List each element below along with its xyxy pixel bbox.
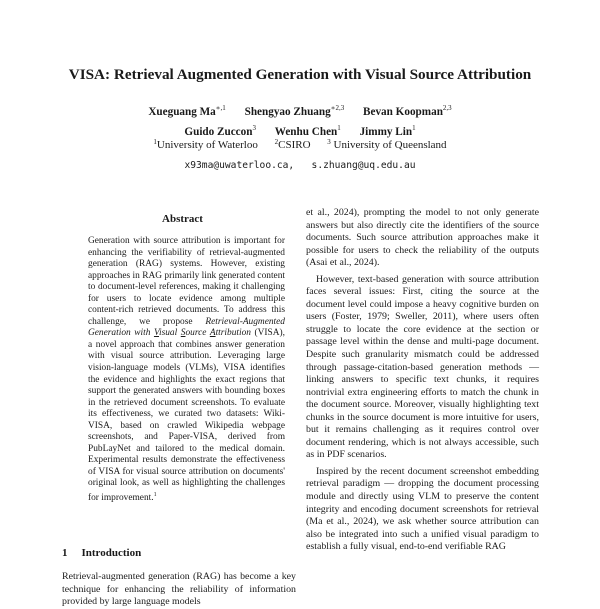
body-paragraph: However, text-based generation with source attribution faces several issues: First, citing the source at the document level could impose a heavy cognitive burden on users (Foster, 1979; Sweller, 2011), where users often struggle to locate the core evidence at the section or passage level within the dense and multi-page document. Despite such granularity mismatch could be addressed through passage-citation-based generation methods — linking answers to specific text chunks, it requires nontrivial extra engineering efforts to match the chunk in the document source. Moreover, visually highlighting text chunks in the source document is more intuitive for users, but it remains challenging as it requires control over document rendering, which is not always accessible, such as in PDF scenarios. <box>306 273 539 461</box>
section-number: 1 <box>62 547 68 559</box>
author: Jimmy Lin$^1$ <box>359 124 416 138</box>
method-name: Retrieval-Augmented Generation with Visual Source Attribution <box>88 316 285 339</box>
author: Xueguang $Ma^{∗,1}$ <box>148 104 226 118</box>
body-paragraph: Retrieval-augmented generation (RAG) has become a key technique for enhancing the reliability of information provided by large language models <box>62 571 296 608</box>
affiliation: $^1$University of Waterloo <box>153 138 258 151</box>
abstract-paragraph: Generation with source attribution is important for enhancing the verifiability of retrieval-augmented generation (RAG) systems. However, existing approaches in RAG primarily link generated content to document-level references, making it challenging for users to locate evidence among multiple content-rich retrieved documents. To address this challenge, we propose Retrieval-Augmented Generation with Visual Source Attribution (VISA), a novel approach that combines answer generation with visual source attribution. Leveraging large vision-language models (VLMs), VISA identifies the evidence and highlights the exact regions that support the generated answers with bounding boxes in the retrieved document screenshots. To evaluate its effectiveness, we curated two datasets: Wiki-VISA, based on crawled Wikipedia webpage screenshots, and Paper-VISA, derived from PubLayNet and tailored to the medical domain. Experimental results demonstrate the effectiveness of VISA for visual source attribution on documents' original look, as well as highlighting the challenges for improvement.$^1$ <box>88 236 285 504</box>
abstract-body <box>88 236 285 505</box>
section-heading-introduction <box>62 547 141 559</box>
author-list <box>0 100 600 140</box>
introduction-body <box>62 571 296 609</box>
footnote-marker[interactable]: 1 <box>153 492 157 499</box>
authors-line-1 <box>0 100 600 120</box>
author: Bevan Koopman$^{2,3}$ <box>363 104 452 118</box>
affiliation: $^2$CSIRO <box>274 138 311 151</box>
authors-line-2 <box>0 120 600 140</box>
abstract-heading: Abstract <box>162 213 203 225</box>
affiliations <box>0 138 600 151</box>
section-title: Introduction <box>81 547 142 559</box>
body-paragraph: Inspired by the recent document screenshot embedding retrieval paradigm — dropping the document processing module and directly using VLM to preserve the content integrity and encoding document screenshots for retrieval (Ma et al., 2024), we ask whether source attribution can also be integrated into such a unified visual paradigm to establish a fully visual, end-to-end verifiable RAG <box>306 465 539 553</box>
right-column-body <box>306 207 539 554</box>
body-paragraph: et al., 2024), prompting the model to not only generate answers but also directly cite the identifiers of the source documents. Such source attribution approaches make it possible for users to check the reliability of the outputs (Asai et al., 2024). <box>306 207 539 269</box>
author: Shengyao Zhuang$^{∗2,3}$ <box>244 104 345 118</box>
author-emails: x93ma@uwaterloo.ca, s.zhuang@uq.edu.au <box>184 160 416 171</box>
author: Wenhu Chen$^1$ <box>274 124 341 138</box>
author: Guido Zuccon$^3$ <box>184 124 256 138</box>
paper-title: VISA: Retrieval Augmented Generation with Visual Source Attribution <box>68 66 532 83</box>
affiliation: $^3$ University of Queensland <box>327 138 447 151</box>
